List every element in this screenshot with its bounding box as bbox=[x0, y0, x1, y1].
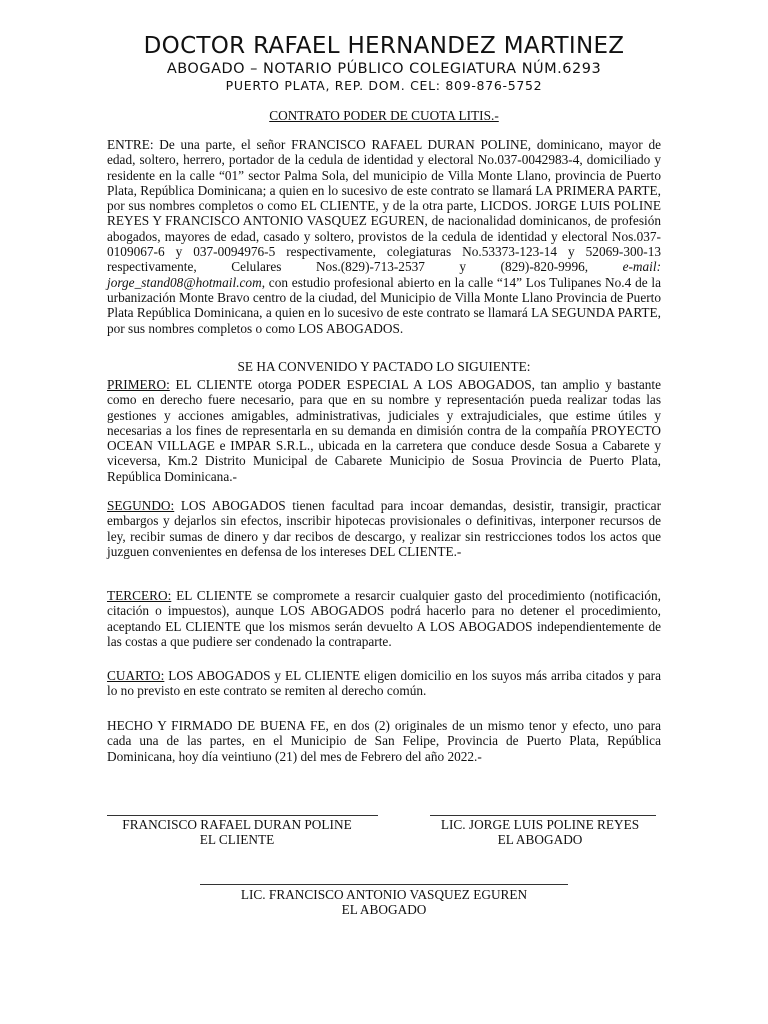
signature-role-lawyer-2: EL ABOGADO bbox=[341, 902, 427, 917]
clause-label: PRIMERO: bbox=[107, 377, 170, 392]
intro-paragraph bbox=[107, 137, 661, 336]
signature-name-client: FRANCISCO RAFAEL DURAN POLINE bbox=[122, 817, 352, 832]
intro-text-part-1: ENTRE: De una parte, el señor FRANCISCO RAFAEL DURAN POLINE, dominicano, mayor de edad, soltero, herrero, portador de la cedula de identidad y electoral No.037-0042983-4, domiciliado y residente en la calle “01” sector Palma Sola, del municipio de Villa Monte Llano, provincia de Puerto Plata, República Dominicana; a quien en lo sucesivo de este contrato se llamará LA PRIMERA PARTE, por sus nombres completos o como EL CLIENTE, y de la otra parte, LICDOS. JORGE LUIS POLINE REYES Y FRANCISCO ANTONIO VASQUEZ EGUREN, de nacionalidad dominicanos, de profesión abogados, mayores de edad, casado y soltero, provistos de la cedula de identidad y electoral Nos.037-0109067-6 y 037-0094976-5 respectivamente, colegiaturas No.53373-123-14 y 52069-300-13 respectivamente, Celulares Nos.(829)-713-2537 y (829)-820-9996, bbox=[107, 137, 661, 275]
signature-role-client: EL CLIENTE bbox=[199, 832, 275, 847]
clause-label: CUARTO: bbox=[107, 668, 165, 683]
clause-text: EL CLIENTE se compromete a resarcir cualquier gasto del procedimiento (notificación, citación o impuestos), aunque LOS ABOGADOS podrá hacerlo para no detener el procedimiento, aceptando EL CLIENTE que los mismos serán devuelto A LOS ABOGADOS independientemente de las costas a que pudiere ser condenado la contraparte. bbox=[107, 588, 661, 649]
signature-line-client bbox=[107, 815, 378, 816]
clause-text: LOS ABOGADOS tienen facultad para incoar demandas, desistir, transigir, practicar embargos y dejarlos sin efectos, inscribir hipotecas provisionales o definitivas, interponer recursos de ley, recibir sumas de dinero y dar recibos de descargo, y realizar sin restricciones todos los actos que juzguen convenientes en defensa de los intereses DEL CLIENTE.- bbox=[107, 498, 661, 559]
signature-name-lawyer-1: LIC. JORGE LUIS POLINE REYES bbox=[440, 817, 640, 832]
agreement-heading: SE HA CONVENIDO Y PACTADO LO SIGUIENTE: bbox=[237, 359, 531, 374]
letterhead-profession: ABOGADO – NOTARIO PÚBLICO COLEGIATURA NÚM.6293 bbox=[166, 61, 602, 77]
clause-segundo bbox=[107, 498, 661, 559]
clause-text: LOS ABOGADOS y EL CLIENTE eligen domicilio en los suyos más arriba citados y para lo no previsto en este contrato se remiten al derecho común. bbox=[107, 668, 661, 699]
letterhead-address: PUERTO PLATA, REP. DOM. CEL: 809-876-5752 bbox=[225, 78, 543, 93]
signature-line-lawyer-1 bbox=[430, 815, 656, 816]
intro-text-part-2: , con estudio profesional abierto en la calle “14” Los Tulipanes No.4 de la urbanización Monte Bravo centro de la ciudad, del Municipio de Villa Monte Llano Provincia de Puerto Plata República Dominicana, a quien en lo sucesivo de este contrato se llamará LA SEGUNDA PARTE, por sus nombres completos o como LOS ABOGADOS. bbox=[107, 274, 661, 336]
clause-label: TERCERO: bbox=[107, 588, 172, 603]
clause-text: EL CLIENTE otorga PODER ESPECIAL A LOS ABOGADOS, tan amplio y bastante como en derecho fuere necesario, para que en su nombre y representación pueda realizar todas las gestiones y acciones amigables, administrativas, judiciales y extrajudiciales, que estime útiles y necesarias a los fines de representarla en su demanda en dimisión contra de la compañía PROYECTO OCEAN VILLAGE e IMPAR S.R.L., ubicada en la carretera que conduce desde Sosua a Cabarete y viceversa, Km.2 Distrito Municipal de Cabarete Municipio de Sosua Provincia de Puerto Plata, República Dominicana.- bbox=[107, 377, 661, 484]
closing-paragraph: HECHO Y FIRMADO DE BUENA FE, en dos (2) originales de un mismo tenor y efecto, uno para cada una de las partes, en el Municipio de San Felipe, Provincia de Puerto Plata, República Dominicana, hoy día veintiuno (21) del mes de Febrero del año 2022.- bbox=[107, 718, 661, 764]
email-address: e-mail: jorge_stand08@hotmail.com bbox=[107, 259, 661, 290]
clause-tercero bbox=[107, 588, 661, 649]
clause-primero bbox=[107, 377, 661, 484]
clause-label: SEGUNDO: bbox=[107, 498, 175, 513]
clause-cuarto bbox=[107, 668, 661, 699]
letterhead-name: DOCTOR RAFAEL HERNANDEZ MARTINEZ bbox=[143, 33, 625, 59]
signature-name-lawyer-2: LIC. FRANCISCO ANTONIO VASQUEZ EGUREN bbox=[240, 887, 528, 902]
signature-role-lawyer-1: EL ABOGADO bbox=[497, 832, 583, 847]
signature-line-lawyer-2 bbox=[200, 884, 568, 885]
contract-title: CONTRATO PODER DE CUOTA LITIS.- bbox=[269, 108, 499, 123]
